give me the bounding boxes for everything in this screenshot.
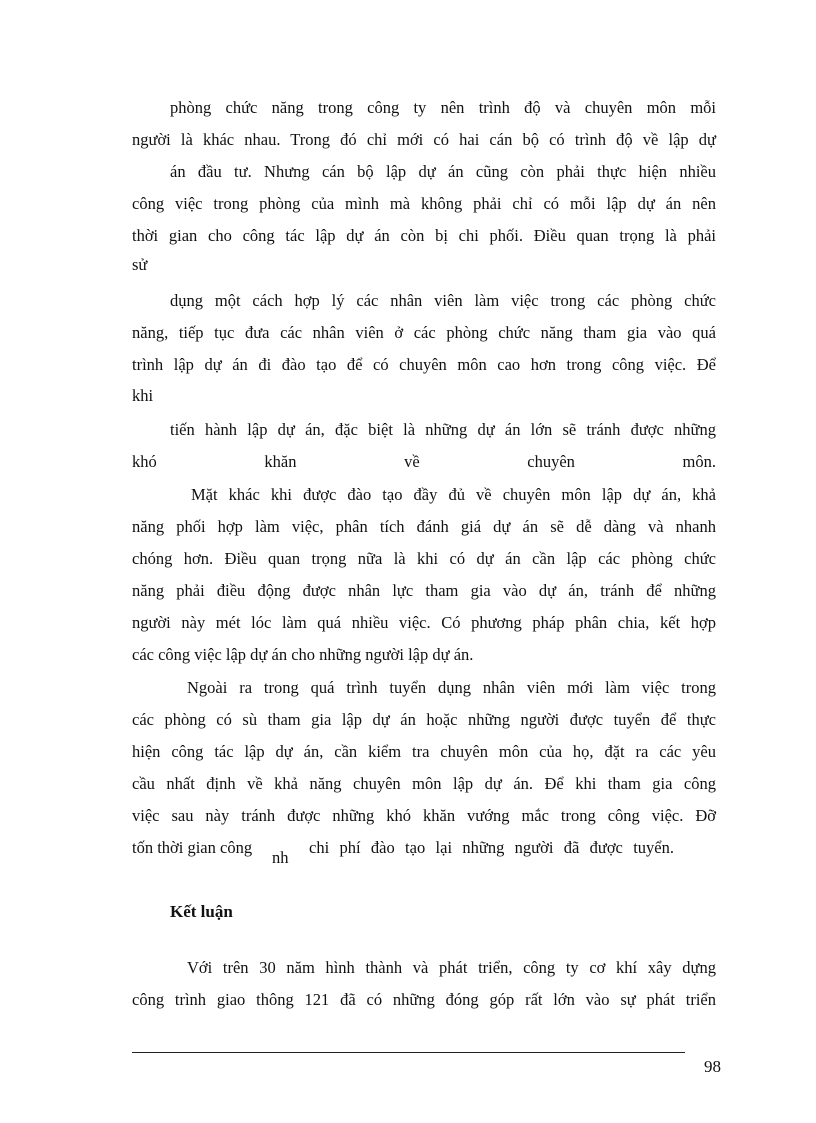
text-line: tiến hành lập dự án, đặc biệt là những dự án lớn sẽ tránh được những [170,420,716,439]
text-line: năng phải điều động được nhân lực tham gia vào dự án, tránh để những [132,581,716,600]
text-line: công việc trong phòng của mình mà không phải chỉ có mỗi lập dự án nên [132,194,716,213]
footer-rule [132,1052,685,1053]
text-line: tốn thời gian công [132,838,253,857]
text-line: cầu nhất định về khả năng chuyên môn lập dự án. Để khi tham gia công [132,774,716,793]
text-line: Mặt khác khi được đào tạo đầy đủ về chuyên môn lập dự án, khả [191,485,716,504]
inline-fragment: nh [272,848,289,867]
section-heading: Kết luận [170,902,233,921]
text-line: các công việc lập dự án cho những người lập dự án. [132,645,474,664]
text-line: việc sau này tránh được những khó khăn vướng mắc trong công việc. Đỡ [132,806,716,825]
text-line: Với trên 30 năm hình thành và phát triển, công ty cơ khí xây dựng [187,958,716,977]
text-line: khi [132,386,154,405]
text-line: thời gian cho công tác lập dự án còn bị chi phối. Điều quan trọng là phải [132,226,716,245]
text-line: hiện công tác lập dự án, cần kiểm tra chuyên môn của họ, đặt ra các yêu [132,742,716,761]
text-line: người này mét lóc làm quá nhiều việc. Có phương pháp phân chia, kết hợp [132,613,716,632]
text-line: công trình giao thông 121 đã có những đóng góp rất lớn vào sự phát triển [132,990,716,1009]
text-line: khó khăn về chuyên môn. [132,452,716,471]
page-number: 98 [704,1057,721,1076]
text-line: dụng một cách hợp lý các nhân viên làm việc trong các phòng chức [170,291,716,310]
text-line: Ngoài ra trong quá trình tuyển dụng nhân viên mới làm việc trong [187,678,716,697]
text-line: sử [132,255,148,274]
text-line: án đầu tư. Nhưng cán bộ lập dự án cũng còn phải thực hiện nhiều [170,162,716,181]
text-line: trình lập dự án đi đào tạo để có chuyên môn cao hơn trong công việc. Để [132,355,716,374]
text-line: năng phối hợp làm việc, phân tích đánh giá dự án sẽ dễ dàng và nhanh [132,517,716,536]
text-line: các phòng có sù tham gia lập dự án hoặc những người được tuyển để thực [132,710,716,729]
text-line: người là khác nhau. Trong đó chỉ mới có hai cán bộ có trình độ về lập dự [132,130,716,149]
text-line: phòng chức năng trong công ty nên trình độ và chuyên môn mỗi [170,98,716,117]
text-line: chóng hơn. Điều quan trọng nữa là khi có dự án cần lập các phòng chức [132,549,716,568]
text-line: chi phí đào tạo lại những người đã được tuyển. [309,838,674,857]
text-line: năng, tiếp tục đưa các nhân viên ở các phòng chức năng tham gia vào quá [132,323,716,342]
